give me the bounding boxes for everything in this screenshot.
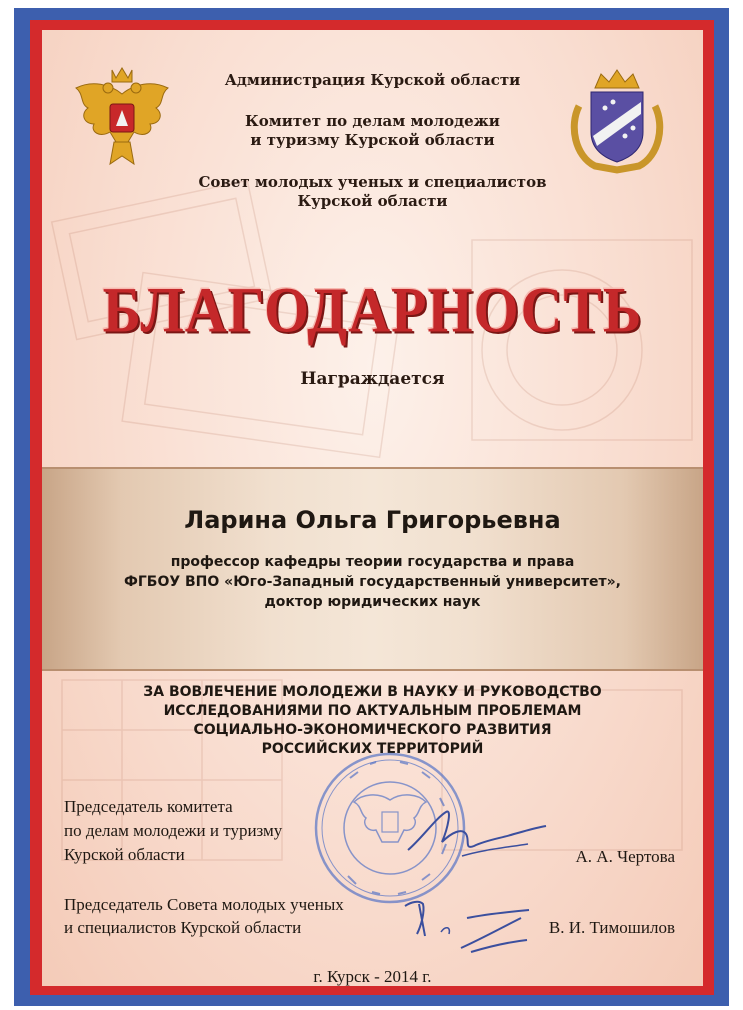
recipient-position-line3: доктор юридических наук <box>264 594 481 610</box>
signature-2-icon <box>397 892 537 962</box>
reason-line3: СОЦИАЛЬНО-ЭКОНОМИЧЕСКОГО РАЗВИТИЯ <box>193 722 552 738</box>
recipient-name: Ларина Ольга Григорьевна <box>184 506 561 534</box>
awarded-label: Награждается <box>300 369 445 389</box>
recipient-position-line2: ФГБОУ ВПО «Юго-Западный государственный университет», <box>123 574 622 590</box>
signatory-2-title-line2: и специалистов Курской области <box>64 918 302 937</box>
document-title: БЛАГОДАРНОСТЬ <box>102 273 643 346</box>
place-and-year: г. Курск - 2014 г. <box>313 967 432 986</box>
header-council-line2: Курской области <box>297 192 448 210</box>
reason-line4: РОССИЙСКИХ ТЕРРИТОРИЙ <box>261 741 484 757</box>
signatory-1-title-line3: Курской области <box>64 845 185 864</box>
reason-line1: ЗА ВОВЛЕЧЕНИЕ МОЛОДЕЖИ В НАУКУ И РУКОВОДСТВО <box>143 684 602 700</box>
signatory-2-name: В. И. Тимошилов <box>548 918 675 937</box>
signatory-1-title-line1: Председатель комитета <box>64 797 233 816</box>
signature-1-icon <box>402 798 552 868</box>
recipient-position-line1: профессор кафедры теории государства и права <box>170 554 575 570</box>
signatory-1-name: А. А. Чертова <box>575 847 675 866</box>
certificate-paper <box>42 30 703 986</box>
header-administration: Администрация Курской области <box>224 71 521 89</box>
header-committee-line2: и туризму Курской области <box>250 131 495 149</box>
header-council-line1: Совет молодых ученых и специалистов <box>198 173 547 191</box>
header-committee-line1: Комитет по делам молодежи <box>245 112 500 130</box>
signatory-2-title-line1: Председатель Совета молодых ученых <box>64 895 344 914</box>
reason-line2: ИССЛЕДОВАНИЯМИ ПО АКТУАЛЬНЫМ ПРОБЛЕМАМ <box>163 703 582 719</box>
signatory-1-title-line2: по делам молодежи и туризму <box>64 821 283 840</box>
